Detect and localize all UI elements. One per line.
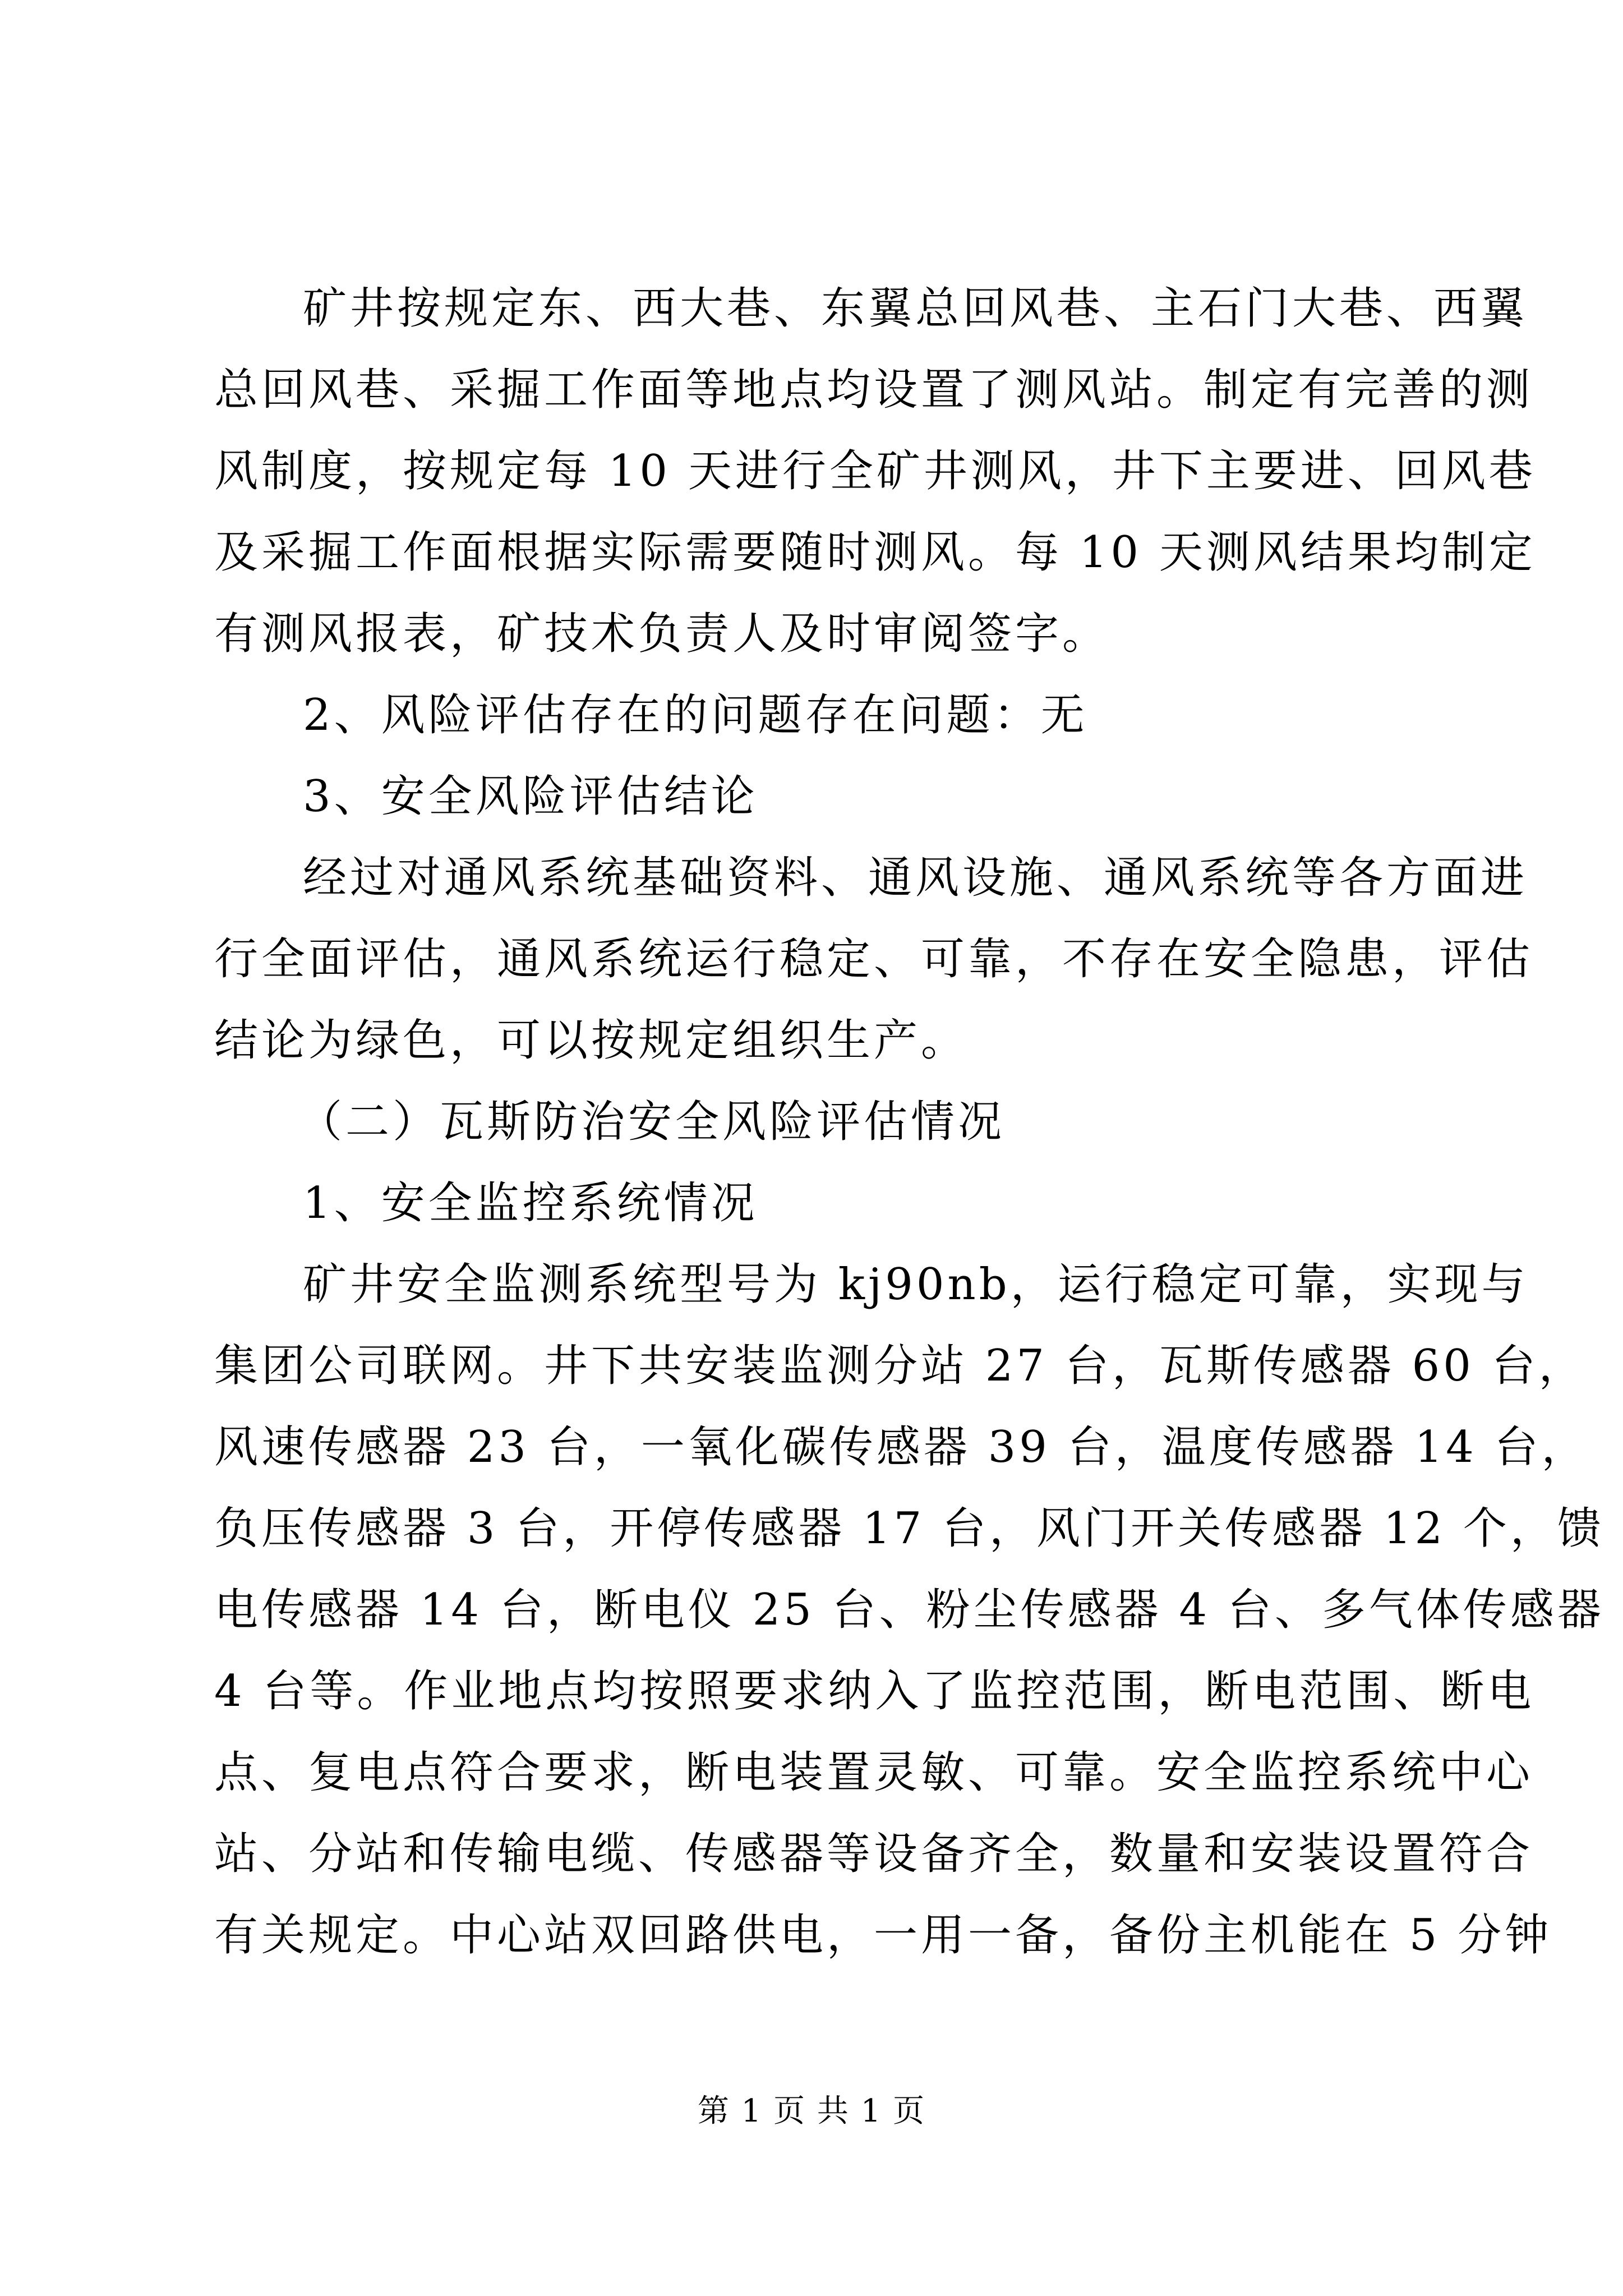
text-line: 电传感器 14 台，断电仪 25 台、粉尘传感器 4 台、多气体传感器 — [214, 1585, 1604, 1635]
text-line: 行全面评估，通风系统运行稳定、可靠，不存在安全隐患，评估 — [214, 934, 1534, 984]
text-line: 站、分站和传输电缆、传感器等设备齐全，数量和安装设置符合 — [214, 1829, 1534, 1879]
heading-risk-problems: 2、风险评估存在的问题存在问题：无 — [303, 690, 1088, 740]
text-line: 总回风巷、采掘工作面等地点均设置了测风站。制定有完善的测 — [214, 365, 1534, 415]
section-heading-gas: （二）瓦斯防治安全风险评估情况 — [298, 1097, 1006, 1147]
text-line: 矿井安全监测系统型号为 kj90nb，运行稳定可靠，实现与 — [303, 1259, 1529, 1310]
text-line: 风速传感器 23 台，一氧化碳传感器 39 台，温度传感器 14 台， — [214, 1422, 1589, 1473]
paragraph-conclusion — [214, 838, 1534, 1082]
text-line: 集团公司联网。井下共安装监测分站 27 台，瓦斯传感器 60 台， — [214, 1341, 1586, 1391]
text-line: 及采掘工作面根据实际需要随时测风。每 10 天测风结果均制定 — [214, 527, 1536, 578]
paragraph-monitoring — [214, 1244, 1604, 1976]
heading-monitoring-system: 1、安全监控系统情况 — [303, 1178, 758, 1228]
text-line: 点、复电点符合要求，断电装置灵敏、可靠。安全监控系统中心 — [214, 1747, 1534, 1798]
document-body — [214, 268, 1604, 1976]
text-line: 有测风报表，矿技术负责人及时审阅签字。 — [214, 609, 1110, 659]
text-line: 负压传感器 3 台，开停传感器 17 台，风门开关传感器 12 个，馈 — [214, 1503, 1604, 1554]
paragraph-ventilation-stations — [214, 268, 1536, 675]
text-line: 有关规定。中心站双回路供电，一用一备，备份主机能在 5 分钟 — [214, 1910, 1552, 1961]
text-line: 矿井按规定东、西大巷、东翼总回风巷、主石门大巷、西翼 — [303, 283, 1528, 334]
text-line: 结论为绿色，可以按规定组织生产。 — [214, 1015, 969, 1066]
text-line: 经过对通风系统基础资料、通风设施、通风系统等各方面进 — [303, 853, 1528, 903]
heading-risk-conclusion: 3、安全风险评估结论 — [303, 771, 758, 822]
page-footer: 第 1 页 共 1 页 — [697, 2093, 926, 2129]
text-line: 风制度，按规定每 10 天进行全矿井测风，井下主要进、回风巷 — [214, 446, 1536, 496]
text-line: 4 台等。作业地点均按照要求纳入了监控范围，断电范围、断电 — [214, 1666, 1535, 1717]
